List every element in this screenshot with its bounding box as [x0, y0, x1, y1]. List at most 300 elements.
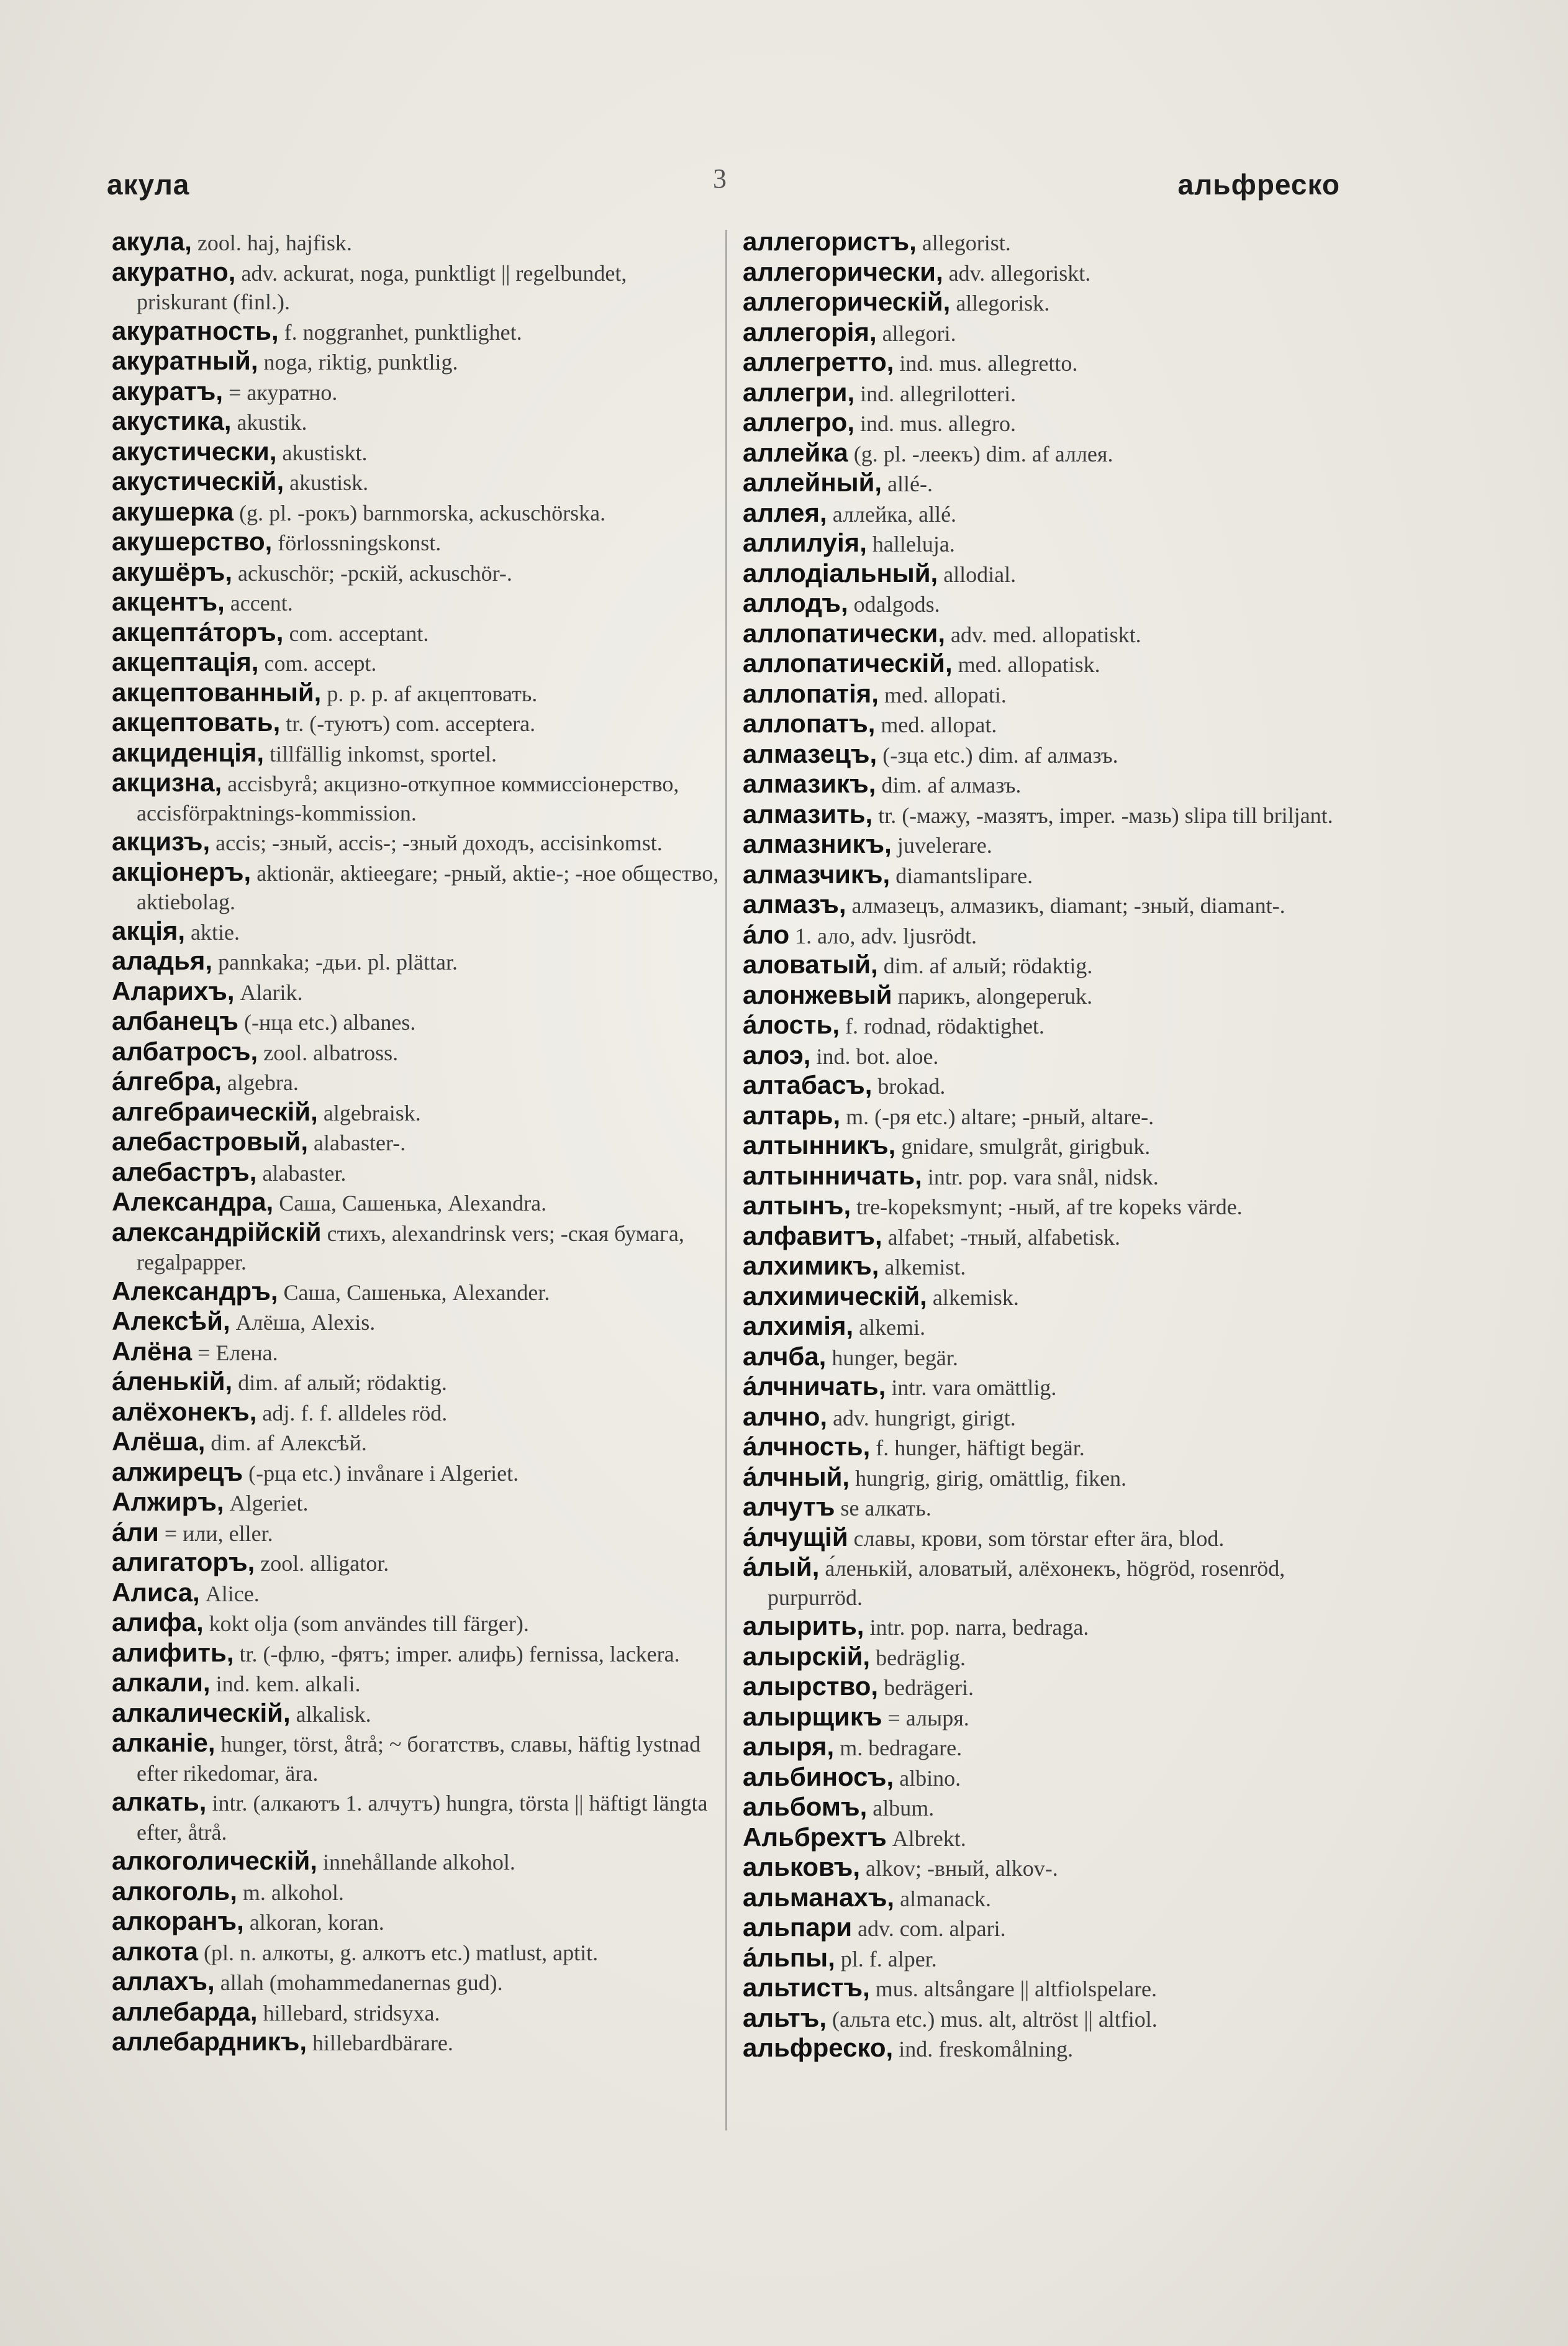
- entry-headword: алмазикъ,: [743, 769, 876, 798]
- dictionary-entry: [743, 1883, 1351, 1914]
- dictionary-entry: [112, 1398, 720, 1428]
- entry-definition: (-нца etc.) albanes.: [243, 1010, 416, 1035]
- entry-headword: алебастровый,: [112, 1127, 309, 1156]
- dictionary-entry: [743, 1252, 1351, 1282]
- entry-definition: algebra.: [227, 1070, 299, 1095]
- entry-definition: = или, eller.: [164, 1521, 273, 1546]
- entry-headword: алырство,: [743, 1671, 879, 1701]
- entry-definition: (g. pl. -леекъ) dim. af аллея.: [853, 441, 1113, 466]
- entry-definition: p. p. p. af акцептовать.: [327, 681, 538, 706]
- entry-definition: ind. bot. aloe.: [816, 1043, 939, 1069]
- dictionary-entry: [112, 1367, 720, 1398]
- entry-definition: aktionär, aktieegare; -рный, aktie-; -ное общество, aktiebolag.: [137, 860, 719, 914]
- entry-definition: ind. mus. allegro.: [860, 411, 1016, 436]
- dictionary-entry: [112, 258, 720, 317]
- dictionary-entry: [112, 1668, 720, 1699]
- dictionary-entry: [743, 649, 1351, 680]
- entry-headword: акушерка: [112, 496, 234, 526]
- entry-definition: com. accept.: [264, 651, 377, 676]
- dictionary-entry: [743, 1944, 1351, 1974]
- entry-headword: аллопатическій,: [743, 648, 953, 678]
- entry-headword: алтарь,: [743, 1100, 841, 1130]
- entry-definition: tr. (-туютъ) com. acceptera.: [286, 711, 536, 736]
- entry-headword: аллопатически,: [743, 618, 945, 648]
- entry-headword: акустическій,: [112, 466, 284, 496]
- dictionary-entry: [743, 619, 1351, 650]
- entry-definition: mus. altsångare || altfiolspelare.: [875, 1976, 1158, 2001]
- entry-definition: allegorisk.: [956, 291, 1050, 316]
- entry-headword: алкоголическій,: [112, 1846, 317, 1875]
- entry-definition: innehållande alkohol.: [322, 1850, 515, 1875]
- dictionary-entry: [112, 227, 720, 258]
- dictionary-entry: [112, 739, 720, 769]
- entry-headword: аллегорическій,: [743, 287, 951, 316]
- dictionary-entry: [743, 2004, 1351, 2034]
- dictionary-entry: [112, 1548, 720, 1578]
- entry-headword: алкота: [112, 1936, 199, 1966]
- dictionary-entry: [743, 1793, 1351, 1823]
- entry-headword: алчба,: [743, 1341, 827, 1371]
- entry-definition: alabaster.: [262, 1160, 347, 1186]
- dictionary-entry: [743, 1403, 1351, 1433]
- entry-headword: аловатый,: [743, 950, 878, 979]
- dictionary-entry: [112, 377, 720, 407]
- dictionary-entry: [743, 318, 1351, 348]
- entry-definition: album.: [872, 1796, 935, 1821]
- entry-headword: аллодъ,: [743, 588, 848, 617]
- entry-headword: аллопатія,: [743, 678, 879, 708]
- entry-headword: алкоголь,: [112, 1876, 237, 1906]
- entry-definition: ind. mus. allegretto.: [899, 351, 1078, 376]
- entry-definition: Alice.: [205, 1581, 260, 1606]
- entry-headword: алкоранъ,: [112, 1906, 244, 1935]
- entry-headword: алкать,: [112, 1787, 207, 1816]
- entry-definition: noga, riktig, punktlig.: [263, 350, 458, 375]
- dictionary-entry: [743, 1553, 1351, 1612]
- entry-definition: odalgods.: [853, 592, 940, 617]
- dictionary-entry: [743, 1041, 1351, 1071]
- dictionary-entry: [112, 678, 720, 709]
- dictionary-entry: [112, 827, 720, 858]
- entry-headword: алыря,: [743, 1732, 835, 1761]
- dictionary-entry: [112, 498, 720, 528]
- dictionary-entry: [112, 1337, 720, 1368]
- entry-definition: = алыря.: [887, 1705, 969, 1730]
- entry-headword: аллилуія,: [743, 528, 867, 557]
- dictionary-entry: [743, 1162, 1351, 1192]
- entry-headword: алчутъ: [743, 1492, 835, 1521]
- entry-headword: акушерство,: [112, 527, 273, 556]
- entry-definition: tillfällig inkomst, sportel.: [270, 741, 497, 766]
- dictionary-entry: [743, 1282, 1351, 1312]
- dictionary-entry: [743, 1853, 1351, 1883]
- dictionary-entry: [743, 1763, 1351, 1793]
- entry-definition: allé-.: [887, 471, 933, 496]
- dictionary-entry: [112, 1037, 720, 1068]
- entry-headword: алмазникъ,: [743, 829, 892, 858]
- entry-definition: hunger, törst, åtrå; ~ богатствъ, славы, häftig lystnad efter rikedomar, ära.: [137, 1732, 701, 1786]
- entry-headword: аллегро,: [743, 407, 854, 437]
- dictionary-entry: [743, 378, 1351, 409]
- entry-definition: adv. hungrigt, girigt.: [833, 1405, 1016, 1430]
- entry-headword: акцепта́торъ,: [112, 617, 284, 647]
- entry-definition: accisbyrå; акцизно-откупное коммиссіонерство, accisförpaktnings-kommission.: [137, 771, 679, 825]
- entry-headword: акциденція,: [112, 737, 265, 767]
- dictionary-entry: [743, 439, 1351, 469]
- entry-definition: pl. f. alper.: [840, 1946, 937, 1971]
- entry-definition: aktie.: [191, 919, 240, 945]
- dictionary-entry: [743, 1672, 1351, 1703]
- dictionary-entry: [743, 950, 1351, 981]
- entry-headword: алырщикъ: [743, 1701, 882, 1731]
- entry-definition: allah (mohammedanernas gud).: [220, 1970, 503, 1995]
- entry-headword: акушёръ,: [112, 557, 233, 586]
- entry-headword: альтъ,: [743, 2003, 827, 2032]
- entry-definition: intr. pop. vara snål, nidsk.: [927, 1164, 1159, 1189]
- entry-headword: а́лый,: [743, 1552, 820, 1581]
- dictionary-entry: [743, 1131, 1351, 1162]
- entry-definition: m. (-ря etc.) altare; -рный, altare-.: [846, 1104, 1154, 1129]
- entry-definition: = Елена.: [197, 1340, 278, 1365]
- entry-headword: альпари: [743, 1912, 853, 1942]
- dictionary-entry: [112, 1998, 720, 2028]
- dictionary-entry: [112, 588, 720, 618]
- entry-headword: а́ли: [112, 1517, 159, 1547]
- entry-headword: алхимическій,: [743, 1281, 927, 1311]
- entry-definition: alkemi.: [859, 1315, 926, 1340]
- entry-definition: dim. af алый; rödaktig.: [238, 1370, 447, 1395]
- entry-headword: акуратно,: [112, 257, 236, 286]
- dictionary-entry: [112, 1307, 720, 1337]
- dictionary-entry: [743, 468, 1351, 499]
- entry-definition: gnidare, smulgråt, girigbuk.: [901, 1134, 1151, 1159]
- entry-headword: а́ло: [743, 919, 790, 949]
- entry-headword: альбомъ,: [743, 1792, 868, 1821]
- dictionary-entry: [112, 437, 720, 468]
- entry-headword: акціонеръ,: [112, 857, 252, 886]
- dictionary-entry: [743, 2034, 1351, 2064]
- entry-headword: акуратность,: [112, 316, 279, 345]
- entry-headword: аллегорія,: [743, 317, 877, 347]
- dictionary-entry: [743, 1463, 1351, 1493]
- entry-definition: Alarik.: [240, 980, 303, 1005]
- dictionary-entry: [112, 317, 720, 347]
- entry-definition: Algeriet.: [229, 1491, 309, 1516]
- entry-definition: 1. ало, adv. ljusrödt.: [795, 923, 977, 948]
- dictionary-entry: [743, 680, 1351, 710]
- entry-definition: славы, крови, som törstar efter ära, blod.: [853, 1525, 1225, 1551]
- dictionary-entry: [743, 408, 1351, 439]
- dictionary-entry: [743, 921, 1351, 951]
- entry-definition: algebraisk.: [323, 1100, 421, 1125]
- entry-definition: med. allopati.: [884, 682, 1007, 707]
- entry-definition: adv. allegoriskt.: [948, 260, 1091, 286]
- entry-definition: Саша, Сашенька, Alexandra.: [279, 1191, 547, 1216]
- entry-definition: akustisk.: [289, 470, 369, 495]
- dictionary-entry: [743, 1372, 1351, 1403]
- entry-headword: альбиносъ,: [743, 1762, 894, 1791]
- entry-definition: bedrägeri.: [884, 1675, 974, 1700]
- dictionary-entry: [112, 1127, 720, 1158]
- entry-headword: алгебраическій,: [112, 1096, 318, 1126]
- dictionary-entry: [743, 1101, 1351, 1132]
- dictionary-entry: [112, 768, 720, 827]
- entry-definition: allegorist.: [922, 230, 1011, 255]
- entry-headword: алоэ,: [743, 1040, 811, 1070]
- dictionary-entry: [112, 1729, 720, 1788]
- entry-definition: halleluja.: [872, 532, 955, 557]
- entry-headword: альманахъ,: [743, 1882, 895, 1912]
- entry-headword: Алиса,: [112, 1577, 200, 1607]
- dictionary-entry: [112, 467, 720, 498]
- entry-headword: а́лчущій: [743, 1522, 848, 1552]
- running-head-left: акула: [107, 168, 190, 201]
- entry-definition: zool. albatross.: [263, 1040, 399, 1065]
- entry-headword: александрійскій: [112, 1217, 322, 1247]
- dictionary-entry: [112, 2027, 720, 2058]
- entry-definition: juvelerare.: [897, 833, 992, 858]
- entry-headword: Аларихъ,: [112, 976, 235, 1006]
- entry-definition: dim. af Алексѣй.: [211, 1430, 367, 1455]
- entry-headword: аладья,: [112, 946, 213, 975]
- entry-definition: allegori.: [882, 321, 956, 346]
- entry-headword: Алёна: [112, 1336, 193, 1366]
- right-column: [743, 227, 1351, 2064]
- entry-definition: = акуратно.: [229, 380, 338, 405]
- entry-headword: аллегорически,: [743, 257, 943, 286]
- dictionary-entry: [743, 1342, 1351, 1373]
- entry-headword: алмазецъ,: [743, 739, 877, 768]
- entry-headword: алтынникъ,: [743, 1130, 896, 1160]
- dictionary-entry: [743, 1312, 1351, 1342]
- running-head-right: альфреско: [1177, 168, 1340, 201]
- entry-headword: аллопатъ,: [743, 709, 876, 738]
- entry-definition: а́ленькій, аловатый, алёхонекъ, högröd, rosenröd, purpurröd.: [768, 1556, 1285, 1610]
- entry-definition: ind. allegrilotteri.: [860, 381, 1017, 406]
- dictionary-entry: [743, 559, 1351, 589]
- dictionary-entry: [112, 648, 720, 678]
- entry-definition: adv. ackurat, noga, punktligt || regelbundet, priskurant (finl.).: [137, 260, 627, 314]
- entry-definition: adv. com. alpari.: [858, 1916, 1006, 1941]
- entry-definition: adv. med. allopatiskt.: [951, 622, 1141, 647]
- entry-definition: tr. (-мажу, -мазятъ, imper. -мазь) slipa till briljant.: [878, 802, 1333, 828]
- entry-headword: Александра,: [112, 1187, 274, 1216]
- entry-headword: алифить,: [112, 1637, 234, 1667]
- dictionary-entry: [743, 1823, 1351, 1853]
- entry-headword: алфавитъ,: [743, 1221, 882, 1250]
- entry-headword: аллебардникъ,: [112, 2027, 307, 2056]
- dictionary-entry: [112, 558, 720, 588]
- dictionary-entry: [743, 890, 1351, 921]
- entry-headword: алкали,: [112, 1668, 211, 1697]
- entry-headword: а́лгебра,: [112, 1066, 222, 1096]
- dictionary-entry: [112, 1847, 720, 1877]
- dictionary-entry: [112, 1907, 720, 1937]
- dictionary-entry: [743, 1913, 1351, 1944]
- entry-definition: alfabet; -тный, alfabetisk.: [887, 1224, 1120, 1250]
- entry-definition: albino.: [899, 1765, 961, 1791]
- entry-headword: алмазъ,: [743, 889, 846, 919]
- entry-headword: акція,: [112, 916, 186, 945]
- dictionary-entry: [743, 709, 1351, 740]
- entry-definition: med. allopatisk.: [958, 652, 1100, 677]
- entry-definition: zool. haj, hajfisk.: [197, 230, 352, 255]
- entry-headword: албанецъ: [112, 1006, 238, 1035]
- dictionary-entry: [112, 1158, 720, 1188]
- entry-definition: accent.: [230, 591, 293, 616]
- entry-definition: diamantslipare.: [895, 863, 1033, 888]
- dictionary-entry: [112, 977, 720, 1007]
- entry-headword: Алёша,: [112, 1427, 206, 1456]
- entry-definition: hillebardbärare.: [312, 2030, 453, 2055]
- entry-headword: алкалическій,: [112, 1698, 291, 1727]
- entry-definition: ind. kem. alkali.: [215, 1671, 361, 1696]
- entry-headword: алырить,: [743, 1611, 864, 1640]
- entry-definition: se алкать.: [840, 1496, 931, 1521]
- entry-headword: алмазчикъ,: [743, 859, 890, 889]
- column-divider: [725, 230, 727, 2130]
- dictionary-entry: [743, 227, 1351, 258]
- dictionary-entry: [112, 1699, 720, 1729]
- dictionary-entry: [112, 1277, 720, 1307]
- entry-headword: акцентъ,: [112, 587, 225, 616]
- entry-headword: альковъ,: [743, 1852, 861, 1881]
- entry-headword: аллебарда,: [112, 1996, 258, 2026]
- entry-definition: com. acceptant.: [289, 621, 429, 646]
- dictionary-entry: [112, 708, 720, 739]
- dictionary-entry: [743, 830, 1351, 860]
- entry-definition: m. alkohol.: [242, 1880, 344, 1905]
- entry-headword: а́лчный,: [743, 1462, 850, 1491]
- entry-headword: аллодіальный,: [743, 558, 938, 588]
- dictionary-entry: [112, 947, 720, 977]
- entry-headword: акцептація,: [112, 647, 259, 676]
- entry-definition: (g. pl. -рокъ) barnmorska, ackuschörska.: [239, 500, 606, 525]
- entry-headword: алебастръ,: [112, 1157, 257, 1186]
- dictionary-entry: [743, 1011, 1351, 1041]
- entry-definition: bedräglig.: [876, 1645, 966, 1670]
- dictionary-entry: [743, 1222, 1351, 1252]
- entry-headword: алмазить,: [743, 799, 873, 829]
- entry-headword: алигаторъ,: [112, 1547, 255, 1576]
- entry-definition: intr. vara omättlig.: [891, 1375, 1057, 1400]
- entry-headword: Алексѣй,: [112, 1306, 230, 1335]
- entry-definition: стихъ, alexandrinsk vers; -ская бумага, regalpapper.: [137, 1221, 684, 1275]
- entry-definition: алмазецъ, алмазикъ, diamant; -зный, diamant-.: [851, 893, 1285, 918]
- entry-definition: accis; -зный, accis-; -зный доходъ, accisinkomst.: [215, 830, 663, 855]
- dictionary-entry: [743, 288, 1351, 318]
- dictionary-entry: [743, 1732, 1351, 1763]
- entry-headword: акцептованный,: [112, 677, 322, 707]
- entry-definition: alkalisk.: [296, 1701, 371, 1727]
- dictionary-entry: [743, 1973, 1351, 2004]
- dictionary-entry: [112, 1578, 720, 1609]
- dictionary-entry: [743, 1703, 1351, 1733]
- dictionary-entry: [112, 917, 720, 947]
- entry-definition: hungrig, girig, omättlig, fiken.: [855, 1465, 1127, 1491]
- dictionary-entry: [743, 770, 1351, 800]
- dictionary-entry: [112, 858, 720, 917]
- entry-headword: алчно,: [743, 1401, 828, 1431]
- entry-definition: med. allopat.: [881, 712, 997, 737]
- dictionary-entry: [743, 258, 1351, 288]
- entry-definition: almanack.: [900, 1886, 992, 1911]
- entry-definition: akustik.: [237, 410, 307, 435]
- entry-headword: алёхонекъ,: [112, 1396, 257, 1426]
- dictionary-entry: [743, 740, 1351, 770]
- dictionary-entry: [112, 618, 720, 648]
- entry-definition: adj. f. f. alldeles röd.: [262, 1400, 448, 1425]
- dictionary-entry: [743, 800, 1351, 830]
- entry-headword: алтынничать,: [743, 1160, 922, 1190]
- entry-headword: Алжиръ,: [112, 1487, 224, 1516]
- entry-definition: аллейка, allé.: [832, 501, 957, 527]
- entry-definition: (альта etc.) mus. alt, altröst || altfiol.: [832, 2006, 1158, 2032]
- entry-headword: альфреско,: [743, 2033, 894, 2062]
- entry-definition: tr. (-флю, -фятъ; imper. алифь) fernissa, lackera.: [239, 1641, 680, 1666]
- entry-headword: акуратный,: [112, 346, 258, 375]
- entry-definition: f. rodnad, rödaktighet.: [845, 1014, 1045, 1039]
- entry-headword: а́ленькій,: [112, 1366, 233, 1396]
- entry-definition: tre-kopeksmynt; -ный, af tre kopeks värde.: [856, 1194, 1243, 1219]
- entry-definition: alabaster-.: [314, 1130, 406, 1155]
- entry-headword: а́лость,: [743, 1010, 840, 1039]
- dictionary-entry: [743, 499, 1351, 529]
- entry-headword: акула,: [112, 227, 192, 256]
- entry-headword: а́льпы,: [743, 1942, 835, 1972]
- entry-definition: Саша, Сашенька, Alexander.: [283, 1280, 550, 1305]
- dictionary-entry: [112, 1098, 720, 1128]
- entry-headword: алифа,: [112, 1607, 204, 1637]
- entry-headword: а́лчничать,: [743, 1371, 886, 1401]
- entry-definition: hunger, begär.: [832, 1345, 958, 1370]
- entry-definition: pannkaka; -дьи. pl. plättar.: [218, 950, 458, 975]
- entry-definition: intr. pop. narra, bedraga.: [869, 1615, 1089, 1640]
- entry-definition: alkov; -вный, alkov-.: [866, 1856, 1058, 1881]
- entry-headword: алырскій,: [743, 1641, 871, 1671]
- entry-headword: алканіе,: [112, 1728, 215, 1757]
- dictionary-entry: [112, 1608, 720, 1639]
- entry-definition: (-зца etc.) dim. af алмазъ.: [882, 742, 1118, 768]
- entry-definition: парикъ, alongeperuk.: [897, 983, 1093, 1009]
- entry-headword: аллейный,: [743, 468, 882, 497]
- entry-definition: brokad.: [877, 1074, 946, 1099]
- dictionary-entry: [112, 1458, 720, 1488]
- entry-definition: hillebard, stridsyxa.: [263, 2000, 440, 2025]
- entry-definition: f. hunger, häftigt begär.: [876, 1435, 1085, 1460]
- dictionary-entry: [743, 1642, 1351, 1673]
- entry-headword: алжирецъ: [112, 1457, 243, 1486]
- entry-headword: а́лчность,: [743, 1432, 871, 1461]
- entry-headword: алонжевый: [743, 980, 892, 1009]
- entry-headword: алтынъ,: [743, 1191, 851, 1220]
- entry-headword: акцизна,: [112, 768, 222, 797]
- entry-headword: алхимикъ,: [743, 1251, 879, 1280]
- entry-headword: аллея,: [743, 498, 827, 527]
- entry-headword: аллегри,: [743, 377, 855, 407]
- entry-headword: Альбрехтъ: [743, 1822, 887, 1852]
- entry-definition: alkoran, koran.: [249, 1910, 384, 1935]
- entry-definition: Алёша, Alexis.: [235, 1310, 376, 1335]
- entry-definition: alkemist.: [884, 1255, 966, 1280]
- entry-definition: m. bedragare.: [840, 1735, 963, 1760]
- entry-headword: албатросъ,: [112, 1036, 258, 1066]
- page-number: 3: [713, 163, 727, 194]
- entry-headword: альтистъ,: [743, 1973, 870, 2002]
- dictionary-entry: [112, 1518, 720, 1548]
- entry-definition: akustiskt.: [282, 440, 368, 465]
- dictionary-entry: [743, 860, 1351, 891]
